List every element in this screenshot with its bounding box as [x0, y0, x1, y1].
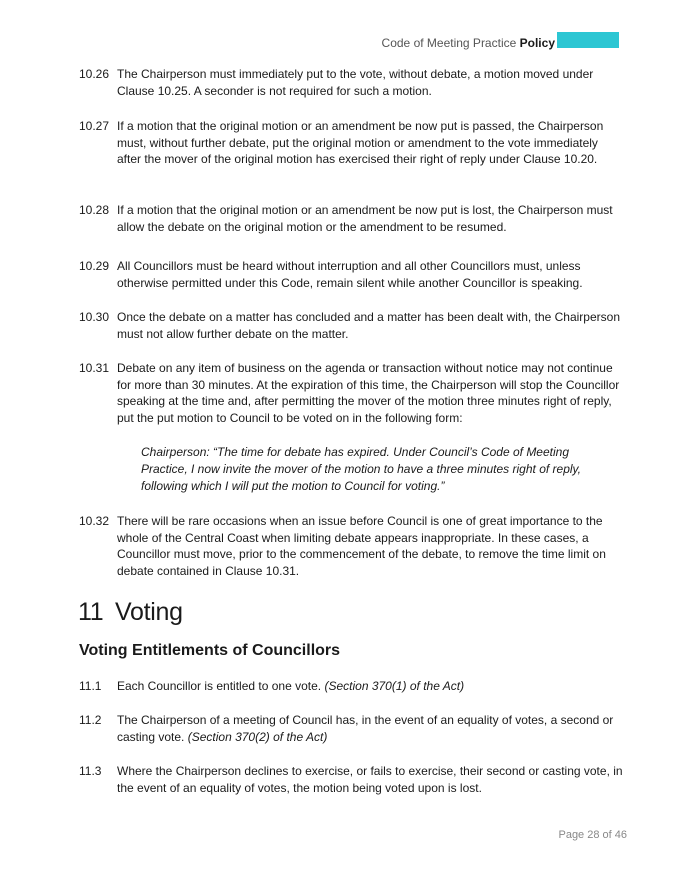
- header-title: Code of Meeting Practice Policy: [381, 36, 555, 50]
- page-number: Page 28 of 46: [558, 829, 627, 841]
- clause-number: 11.1: [79, 679, 102, 693]
- page-header: [0, 36, 675, 52]
- clause-text: If a motion that the original motion or an amendment be now put is lost, the Chairperson must allow the debate on the original motion or the amendment to be resumed.: [117, 203, 613, 234]
- clause-10-26: [79, 66, 624, 99]
- header-accent-bar: [557, 32, 619, 48]
- section-title: Voting: [115, 598, 183, 626]
- clause-10-27: [79, 118, 624, 168]
- clause-text: If a motion that the original motion or an amendment be now put is passed, the Chairperson must, without further debate, put the original motion or amendment to the vote immediately after the mover of the original motion has exercised their right of reply under Clause 10.20.: [117, 119, 604, 167]
- clause-11-2: [79, 712, 624, 745]
- clause-text: The Chairperson must immediately put to the vote, without debate, a motion moved under Clause 10.25. A seconder is not required for such a motion.: [117, 67, 594, 98]
- section-heading: [78, 598, 183, 627]
- clause-text: Each Councillor is entitled to one vote. (Section 370(1) of the Act): [117, 679, 465, 693]
- clause-10-32: [79, 513, 624, 579]
- act-reference: (Section 370(1) of the Act): [324, 679, 465, 693]
- clause-text: Where the Chairperson declines to exercise, or fails to exercise, their second or casting vote, in the event of an equality of votes, the motion being voted upon is lost.: [117, 764, 623, 795]
- subsection-heading: Voting Entitlements of Councillors: [79, 642, 341, 659]
- clause-text: Debate on any item of business on the agenda or transaction without notice may not continue for more than 30 minutes. At the expiration of this time, the Chairperson will stop the Councillor speaking at the time and, after permitting the mover of the motion three minutes right of reply, put the put motion to Council to be voted on in the following form:: [117, 361, 620, 425]
- clause-number: 10.32: [79, 514, 110, 528]
- clause-text: Once the debate on a matter has concluded and a matter has been dealt with, the Chairperson must not allow further debate on the matter.: [117, 310, 620, 341]
- clause-text: All Councillors must be heard without interruption and all other Councillors must, unless otherwise permitted under this Code, remain silent while another Councillor is speaking.: [117, 259, 583, 290]
- clause-text: The Chairperson of a meeting of Council has, in the event of an equality of votes, a second or casting vote. (Section 370(2) of the Act): [117, 713, 614, 744]
- clause-number: 10.30: [79, 310, 110, 324]
- clause-text: There will be rare occasions when an issue before Council is one of great importance to the whole of the Central Coast when limiting debate appears inappropriate. In these cases, a Councillor must move, prior to the commencement of the debate, to remove the time limit on debate contained in Clause 10.31.: [117, 514, 606, 578]
- header-title-bold: Policy: [519, 36, 555, 50]
- clause-10-29: [79, 258, 624, 291]
- clause-10-30: [79, 309, 624, 342]
- clause-number: 10.27: [79, 119, 110, 133]
- clause-number: 10.26: [79, 67, 110, 81]
- clause-11-1: [79, 678, 624, 695]
- act-reference: (Section 370(2) of the Act): [187, 729, 328, 744]
- clause-number: 10.31: [79, 361, 110, 375]
- clause-number: 11.3: [79, 764, 102, 778]
- chairperson-quote: Chairperson: “The time for debate has expired. Under Council’s Code of Meeting Practice, I now invite the mover of the motion to have a three minutes right of reply, following which I will put the motion to Council for voting.”: [141, 445, 581, 493]
- clause-10-28: [79, 202, 624, 235]
- clause-11-3: [79, 763, 624, 796]
- clause-10-31: [79, 360, 624, 426]
- clause-number: 11.2: [79, 713, 102, 727]
- section-number: 11: [78, 598, 104, 626]
- clause-number: 10.29: [79, 259, 110, 273]
- clause-number: 10.28: [79, 203, 110, 217]
